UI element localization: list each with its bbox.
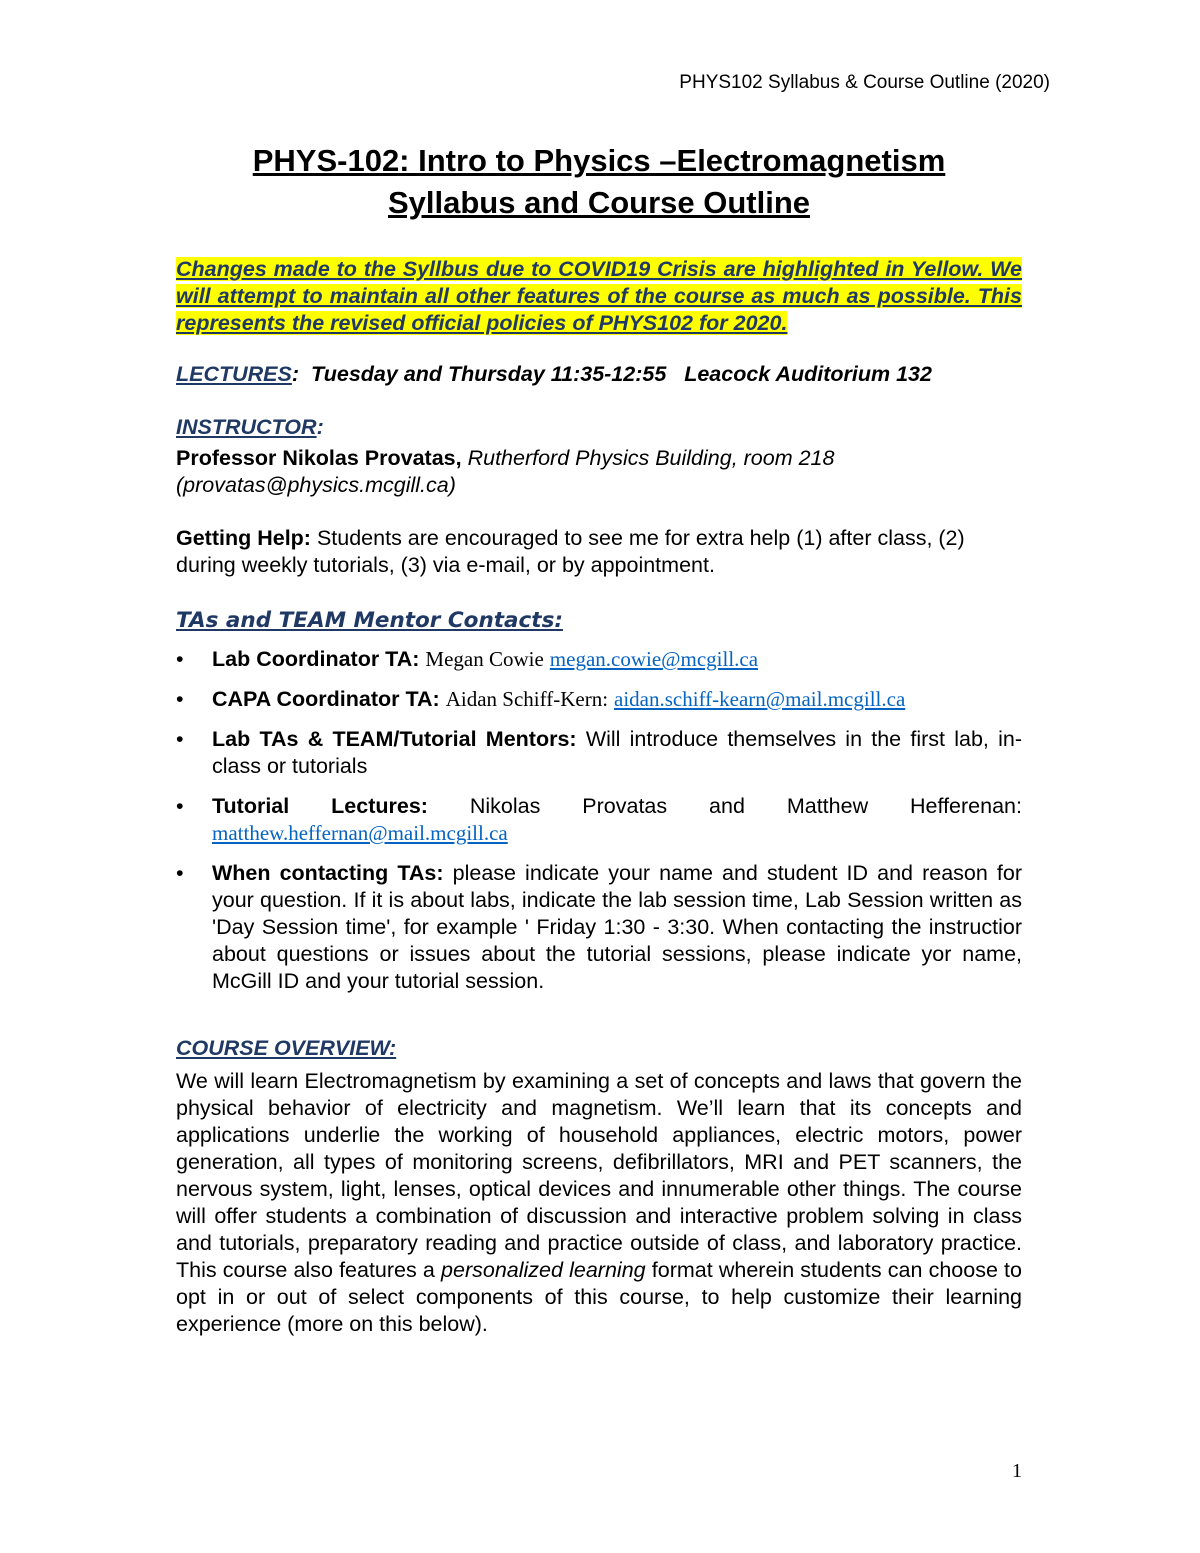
list-item xyxy=(176,686,1022,713)
title-line-2: Syllabus and Course Outline xyxy=(387,185,811,220)
page-content xyxy=(176,140,1022,1338)
instructor-heading xyxy=(176,414,1022,441)
contact-email-link[interactable]: aidan.schiff-kearn@mail.mcgill.ca xyxy=(614,687,906,711)
overview-label: COURSE OVERVIEW: xyxy=(176,1036,397,1060)
contact-email-link[interactable]: matthew.heffernan@mail.mcgill.ca xyxy=(212,821,508,845)
page-number: 1 xyxy=(1012,1460,1022,1482)
title-line-1: PHYS-102: Intro to Physics –Electromagnetism xyxy=(252,143,946,178)
instructor-email[interactable]: (provatas@physics.mcgill.ca) xyxy=(176,473,456,497)
lectures-line xyxy=(176,361,1022,388)
instructor-details xyxy=(176,445,1022,499)
contact-label: When contacting TAs: xyxy=(212,861,444,885)
bullet: • xyxy=(176,647,184,671)
contact-label: Tutorial Lectures: xyxy=(212,794,428,818)
instructor-colon: : xyxy=(316,415,324,439)
contact-text: Nikolas Provatas and Matthew Hefferenan: xyxy=(469,794,1022,818)
list-item xyxy=(176,793,1022,847)
covid-notice xyxy=(176,256,1022,337)
contact-name: Megan Cowie xyxy=(425,647,544,671)
contact-text: please indicate your name and student ID and reason for your question. If it is about labs, indicate the lab session time, Lab Session written as 'Day Session time', for example ' Friday 1:30 - 3:30. When contacting the instructior about questions or issues about the tutorial sessions, please indicate yor name, McGill ID and your tutorial session. xyxy=(212,861,1022,993)
overview-emphasis: personalized learning xyxy=(441,1258,646,1282)
contact-label: Lab TAs & TEAM/Tutorial Mentors: xyxy=(212,727,577,751)
contact-label: Lab Coordinator TA: xyxy=(212,647,420,671)
contact-text: Will introduce themselves in the first lab, in-class or tutorials xyxy=(212,727,1023,778)
bullet: • xyxy=(176,861,184,885)
getting-help-text: Students are encouraged to see me for extra help (1) after class, (2) during weekly tutorials, (3) via e-mail, or by appointment. xyxy=(176,526,965,577)
overview-heading xyxy=(176,1035,1022,1062)
getting-help-label: Getting Help: xyxy=(176,526,311,550)
bullet: • xyxy=(176,794,184,818)
overview-text xyxy=(176,1068,1022,1338)
list-item xyxy=(176,646,1022,673)
lectures-value: Tuesday and Thursday 11:35-12:55 Leacock Auditorium 132 xyxy=(311,362,932,386)
document-title xyxy=(176,140,1022,224)
getting-help xyxy=(176,525,1022,579)
lectures-label: LECTURES xyxy=(176,362,292,386)
list-item xyxy=(176,726,1022,780)
lectures-colon: : xyxy=(291,362,300,386)
overview-text-after: format wherein students can choose to opt in or out of select components of this course, to help customize their learning experience (more on this below). xyxy=(176,1258,1022,1336)
list-item xyxy=(176,860,1022,995)
running-header: PHYS102 Syllabus & Course Outline (2020) xyxy=(679,72,1050,93)
bullet: • xyxy=(176,727,184,751)
contact-name: Aidan Schiff-Kern: xyxy=(445,687,609,711)
bullet: • xyxy=(176,687,184,711)
contact-label: CAPA Coordinator TA: xyxy=(212,687,440,711)
contacts-list xyxy=(176,646,1022,995)
instructor-name: Professor Nikolas Provatas, xyxy=(176,446,462,470)
overview-text-before: We will learn Electromagnetism by examining a set of concepts and laws that govern the physical behavior of electricity and magnetism. We’ll learn that its concepts and applications underlie the working of household appliances, electric motors, power generation, all types of monitoring screens, defibrillators, MRI and PET scanners, the nervous system, light, lenses, optical devices and innumerable other things. The course will offer students a combination of discussion and interactive problem solving in class and tutorials, preparatory reading and practice outside of class, and laboratory practice. This course also features a xyxy=(176,1069,1022,1282)
covid-notice-text: Changes made to the Syllbus due to COVID19 Crisis are highlighted in Yellow. We will attempt to maintain all other features of the course as much as possible. This represents the revised official policies of PHYS102 for 2020. xyxy=(176,257,1022,335)
contacts-heading: TAs and TEAM Mentor Contacts: xyxy=(176,608,563,633)
instructor-office: Rutherford Physics Building, room 218 xyxy=(467,446,835,470)
instructor-label: INSTRUCTOR xyxy=(176,415,317,439)
contact-email-link[interactable]: megan.cowie@mcgill.ca xyxy=(549,647,759,671)
